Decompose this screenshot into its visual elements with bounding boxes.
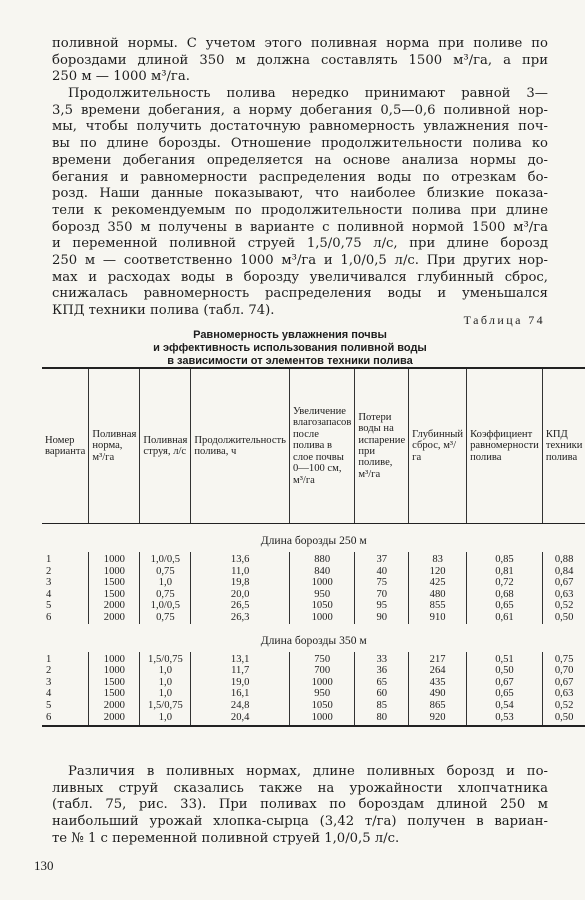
table-cell: 90 [355,612,409,624]
table-cell: 425 [409,577,467,589]
table-cell: 0,68 [467,589,543,601]
header-duration: Продолжительность полива, ч [191,368,290,524]
data-table [42,367,585,727]
text-line: борозд 350 м получены в варианте с поливной нормой 1500 м³/га [52,219,548,235]
table-cell: 0,63 [542,688,585,700]
header-deep-discharge: Глубинный сброс, м³/га [409,368,467,524]
text-line: КПД техники полива (табл. 74). [52,303,275,319]
table-cell: 490 [409,688,467,700]
text-line: вы по длине борозды. Отношение продолжительности полива ко [52,136,548,152]
table-cell: 950 [290,688,355,700]
table-cell: 0,50 [542,612,585,624]
table-cell: 0,51 [467,652,543,666]
table-cell: 1500 [89,577,140,589]
table-cell: 750 [290,652,355,666]
table-cell: 0,75 [140,566,191,578]
table-cell: 120 [409,566,467,578]
table-cell: 1,0 [140,677,191,689]
text-line: 250 м — соответственно 1000 м³/га и 1,0/0,5 л/с. При других нор- [52,253,548,269]
text-line: бегания и равномерности распределения воды по отрезкам бо- [52,169,548,185]
table-cell: 0,84 [542,566,585,578]
caption-line: и эффективность использования поливной воды [153,342,427,354]
table-cell: 60 [355,688,409,700]
table-cell: 0,75 [542,652,585,666]
table-cell: 37 [355,552,409,566]
text-line: (табл. 75, рис. 33). При поливах по бороздам длиной 250 м [52,797,548,813]
table-cell: 1000 [290,677,355,689]
table-cell: 0,65 [467,688,543,700]
table-cell: 11,0 [191,566,290,578]
table-cell: 65 [355,677,409,689]
table-cell: 80 [355,712,409,727]
table-row [42,589,585,601]
table-row [42,600,585,612]
table-cell: 0,50 [467,665,543,677]
table-row [42,612,585,624]
table-cell: 4 [46,688,52,700]
table-header-row [42,368,585,524]
table-cell: 435 [409,677,467,689]
text-line: ливных струй сказались также на урожайности хлопчатника [52,780,548,796]
table-cell: 840 [290,566,355,578]
table-cell: 0,81 [467,566,543,578]
table-cell: 24,8 [191,700,290,712]
table-cell: 33 [355,652,409,666]
table-row [42,712,585,727]
text-line: 3,5 времени добегания, а норму добегания 0,5—0,6 поливной нор- [52,102,548,118]
text-line: наибольший урожай хлопка-сырца (3,42 т/га) получен в вариан- [52,814,548,830]
table-cell: 13,1 [191,652,290,666]
header-variant: Номер варианта [42,368,89,524]
table-cell: 16,1 [191,688,290,700]
table-cell: 6 [46,612,52,624]
table-cell: 264 [409,665,467,677]
table-cell: 13,6 [191,552,290,566]
table-cell: 19,0 [191,677,290,689]
table-cell: 2 [46,565,52,577]
table-cell: 865 [409,700,467,712]
table-cell: 1 [46,554,52,566]
table-cell: 1500 [89,589,140,601]
table-cell: 1500 [89,677,140,689]
table-cell: 0,52 [542,600,585,612]
text-line: Различия в поливных нормах, длине поливных борозд и по- [68,764,548,779]
table-cell: 1000 [89,652,140,666]
table-cell: 1,0 [140,577,191,589]
table-cell: 0,67 [467,677,543,689]
group-title: Длина борозды 250 м [260,534,367,548]
group-title: Длина борозды 350 м [260,633,367,647]
table-cell: 1000 [89,566,140,578]
table-cell: 11,7 [191,665,290,677]
text-line: розд. Наши данные показывают, что наиболее близкие показа- [52,186,548,202]
table-cell: 1,0/0,5 [140,600,191,612]
table-cell: 85 [355,700,409,712]
header-efficiency: КПД техники полива [542,368,585,524]
table-cell: 0,54 [467,700,543,712]
table-group-row [42,624,585,652]
table-cell: 0,72 [467,577,543,589]
table-cell: 0,63 [542,589,585,601]
table-cell: 1000 [89,665,140,677]
table-cell: 0,52 [542,700,585,712]
table-cell: 2000 [89,712,140,727]
text-line: времени добегания определяется на основе анализа нормы до- [52,152,548,168]
table-cell: 0,88 [542,552,585,566]
table-row [42,665,585,677]
table-cell: 1050 [290,600,355,612]
table-cell: 1,5/0,75 [140,652,191,666]
table-cell: 217 [409,652,467,666]
table-cell: 0,75 [140,589,191,601]
table-cell: 6 [42,712,89,727]
table-group-row [42,524,585,553]
paragraph-top [52,36,548,86]
table-cell: 0,50 [542,712,585,727]
table-cell: 910 [409,612,467,624]
text-line: тели к рекомендуемым по продолжительности полива при длине [52,202,548,218]
table-cell: 2000 [89,600,140,612]
table-row [42,688,585,700]
table-cell: 26,3 [191,612,290,624]
table-cell: 2000 [89,700,140,712]
table-cell: 700 [290,665,355,677]
table-cell: 0,61 [467,612,543,624]
text-line: Продолжительность полива нередко принимают равной 3— [68,86,548,101]
table-cell: 2 [46,665,52,677]
table-row [42,677,585,689]
table-cell: 5 [46,600,52,612]
table-cell: 0,70 [542,665,585,677]
table-row [42,566,585,578]
table-cell: 1,0/0,5 [140,552,191,566]
table-cell: 20,0 [191,589,290,601]
table-cell: 1000 [290,577,355,589]
table-number-label: Таблица 74 [463,313,545,327]
table-cell: 36 [355,665,409,677]
table-cell: 0,67 [542,577,585,589]
table-cell: 0,67 [542,677,585,689]
table-cell: 920 [409,712,467,727]
table-body [42,524,585,727]
table-cell: 4 [46,588,52,600]
text-line: мах и расходах воды в борозду увеличивался глубинный сброс, [52,269,548,285]
table-cell: 1000 [290,612,355,624]
table-cell: 26,5 [191,600,290,612]
text-line: бороздами длиной 350 м должна составлять 1500 м³/га, а при [52,52,548,68]
table-cell: 1,0 [140,665,191,677]
table-cell: 855 [409,600,467,612]
page-number: 130 [34,858,54,873]
text-line: и переменной поливной струей 1,5/0,75 л/с, при длине борозд [52,236,548,252]
header-moisture-increase: Увеличение влагозапасов после полива в слое почвы 0—100 см, м³/га [290,368,355,524]
header-uniformity-coefficient: Коэффициент равномерности полива [467,368,543,524]
table-cell: 1,0 [140,688,191,700]
table-cell: 1,0 [140,712,191,727]
table-cell: 0,65 [467,600,543,612]
table-cell: 40 [355,566,409,578]
table-cell: 1000 [89,552,140,566]
table-cell: 1 [46,653,52,665]
table-cell: 1,5/0,75 [140,700,191,712]
table-cell: 0,75 [140,612,191,624]
table-row [42,577,585,589]
table-cell: 1500 [89,688,140,700]
text-line: мы, чтобы получить достаточную равномерность увлажнения поч- [52,119,548,135]
table-cell: 70 [355,589,409,601]
caption-line: в зависимости от элементов техники полива [167,355,413,367]
paragraph-bottom [52,764,548,848]
header-stream: Поливная струя, л/с [140,368,191,524]
table-cell: 0,85 [467,552,543,566]
table-cell: 880 [290,552,355,566]
paragraph-main [52,86,548,320]
table-cell: 20,4 [191,712,290,727]
table-cell: 75 [355,577,409,589]
table-row [42,652,585,666]
table-cell: 95 [355,600,409,612]
table-cell: 5 [46,700,52,712]
table-row [42,700,585,712]
caption-line: Равномерность увлажнения почвы [193,329,387,341]
table-cell: 83 [409,552,467,566]
table-cell: 1000 [290,712,355,727]
table-caption [40,329,540,368]
table-cell: 480 [409,589,467,601]
table-cell: 3 [46,577,52,589]
header-evaporation-losses: Потери воды на испарение при поливе, м³/га [355,368,409,524]
table-cell: 19,8 [191,577,290,589]
table-cell: 2000 [89,612,140,624]
table-cell: 1050 [290,700,355,712]
text-line: снижалась равномерность распределения воды и уменьшался [52,286,548,302]
table-row [42,552,585,566]
table-cell: 0,53 [467,712,543,727]
text-line: поливной нормы. С учетом этого поливная норма при поливе по [52,36,548,51]
table-cell: 3 [46,676,52,688]
header-irrigation-norm: Поливная норма, м³/га [89,368,140,524]
table-cell: 950 [290,589,355,601]
text-line: 250 м — 1000 м³/га. [52,69,190,85]
text-line: те № 1 с переменной поливной струей 1,0/0,5 л/с. [52,830,400,846]
